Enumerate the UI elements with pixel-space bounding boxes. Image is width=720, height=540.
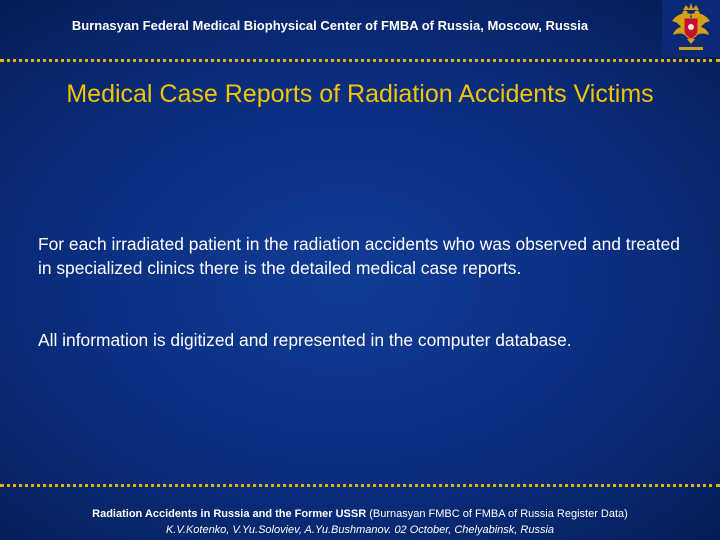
- bottom-divider: [0, 484, 720, 487]
- footer-authors: K.V.Kotenko, V.Yu.Soloviev, A.Yu.Bushmanov. 02 October, Chelyabinsk, Russia: [165, 524, 555, 536]
- footer-citation-title: Radiation Accidents in Russia and the Former USSR: [92, 508, 367, 520]
- footer-citation-source: (Burnasyan FMBC of FMBA of Russia Register Data): [366, 508, 628, 520]
- footer-citation: [0, 506, 720, 522]
- double-headed-eagle-emblem-icon: [662, 0, 720, 57]
- body-paragraph-2: All information is digitized and represented in the computer database.: [38, 330, 572, 350]
- emblem: [662, 0, 720, 57]
- body-paragraph-1: For each irradiated patient in the radiation accidents who was observed and treated in specialized clinics there is the detailed medical case reports.: [38, 234, 680, 278]
- top-divider: [0, 59, 720, 62]
- slide-title: Medical Case Reports of Radiation Accidents Victims: [66, 80, 654, 108]
- header-organization: Burnasyan Federal Medical Biophysical Center of FMBA of Russia, Moscow, Russia: [71, 18, 589, 33]
- footer: [0, 506, 720, 538]
